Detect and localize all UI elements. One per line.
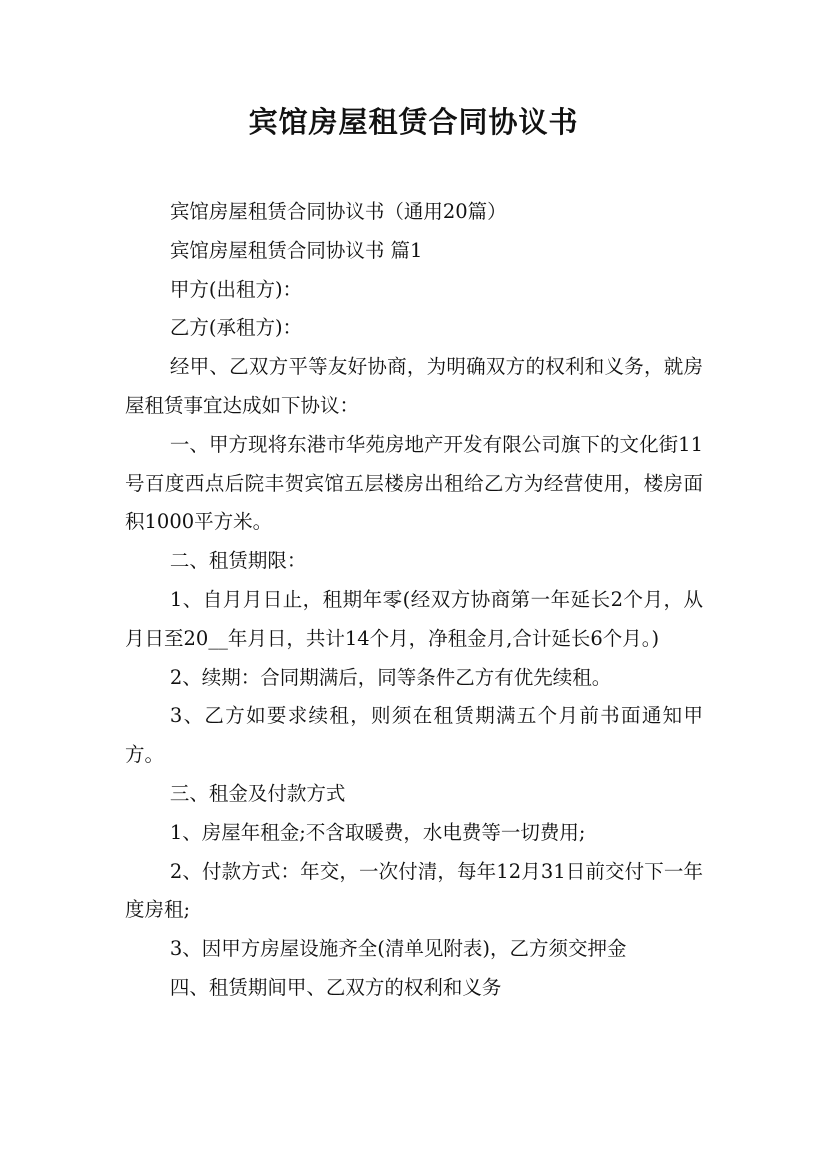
paragraph-clause-2-item-1: 1、自月月日止，租期年零(经双方协商第一年延长2个月，从月日至20__年月日，共计14个月，净租金月,合计延长6个月。) xyxy=(125,587,703,650)
paragraph-party-b: 乙方(承租方)： xyxy=(169,316,303,340)
document-title: 宾馆房屋租赁合同协议书 xyxy=(248,105,579,139)
paragraph-clause-2-heading: 二、租赁期限： xyxy=(169,549,307,573)
paragraph-clause-3-item-2: 2、付款方式：年交，一次付清，每年12月31日前交付下一年度房租; xyxy=(125,859,703,922)
paragraph-clause-4-heading: 四、租赁期间甲、乙双方的权利和义务 xyxy=(169,975,502,999)
paragraph-clause-3-heading: 三、租金及付款方式 xyxy=(169,781,346,805)
paragraph-preamble: 经甲、乙双方平等友好协商，为明确双方的权利和义务，就房屋租赁事宜达成如下协议： xyxy=(125,355,703,417)
document-body xyxy=(125,193,703,1008)
paragraph-clause-3-item-3: 3、因甲方房屋设施齐全(清单见附表)，乙方须交押金 xyxy=(169,937,627,961)
paragraph-party-a: 甲方(出租方)： xyxy=(169,277,303,301)
paragraph-clause-2-item-3: 3、乙方如要求续租，则须在租赁期满五个月前书面通知甲方。 xyxy=(125,704,703,767)
paragraph-clause-1: 一、甲方现将东港市华苑房地产开发有限公司旗下的文化街11号百度西点后院丰贺宾馆五层楼房出租给乙方为经营使用，楼房面积1000平方米。 xyxy=(125,432,703,534)
paragraph-clause-3-item-1: 1、房屋年租金;不含取暖费，水电费等一切费用; xyxy=(169,820,586,844)
paragraph-clause-2-item-2: 2、续期：合同期满后，同等条件乙方有优先续租。 xyxy=(169,665,612,689)
paragraph-section-heading: 宾馆房屋租赁合同协议书 篇1 xyxy=(169,238,423,262)
paragraph-collection-title: 宾馆房屋租赁合同协议书（通用20篇） xyxy=(169,200,507,223)
